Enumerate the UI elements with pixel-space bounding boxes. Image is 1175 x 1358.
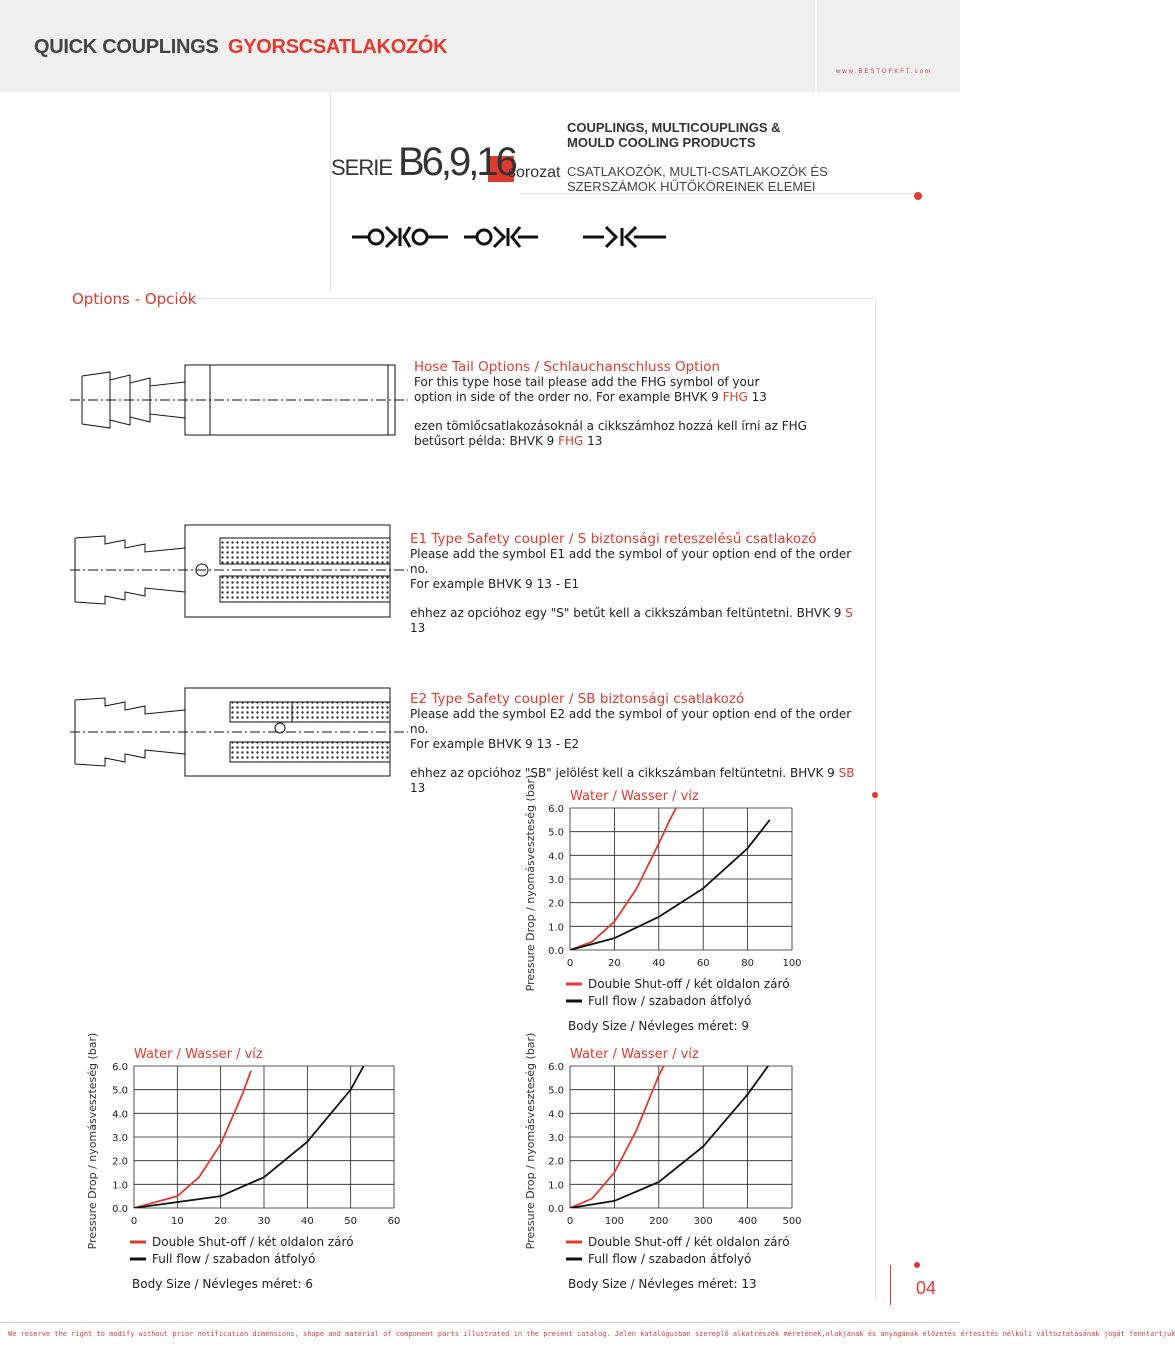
option-code: S: [845, 606, 853, 620]
section-title: E1 Type Safety coupler / S biztonsági reteszelésű csatlakozó: [410, 531, 817, 547]
y-tick-label: 0.0: [112, 1204, 128, 1215]
legend-label: Full flow / szabadon átfolyó: [588, 994, 752, 1008]
coupling-symbols-icon: [348, 222, 678, 252]
y-tick-label: 1.0: [548, 1180, 564, 1192]
section-title: Hose Tail Options / Schlauchanschluss Option: [414, 359, 721, 375]
category-hu: CSATLAKOZÓK, MULTI-CSATLAKOZÓK ÉS SZERSZÁMOK HŰTŐKÖREINEK ELEMEI: [567, 164, 828, 194]
text-span: option in side of the order no. For example BHVK 9: [414, 390, 723, 404]
category-en: COUPLINGS, MULTICOUPLINGS & MOULD COOLING PRODUCTS: [567, 120, 781, 150]
footer-divider: [0, 1322, 960, 1323]
text-line: For example BHVK 9 13 - E2: [410, 737, 580, 751]
y-tick-label: 3.0: [548, 1133, 564, 1144]
option-code: SB: [838, 766, 855, 780]
y-tick-label: 1.0: [112, 1180, 128, 1192]
serie-label: SERIE: [331, 155, 393, 180]
section-text: [414, 375, 854, 449]
pressure-drop-chart-size-6: [82, 1032, 412, 1291]
size-code: 13: [410, 621, 426, 635]
text-span: betűsort példa: BHVK 9: [414, 434, 559, 448]
y-tick-label: 6.0: [548, 804, 564, 815]
decor-dot: [914, 1262, 920, 1268]
serie-code: B6,9,16: [398, 140, 515, 184]
options-title: Options - Opciók: [72, 290, 197, 308]
x-tick-label: 40: [300, 1216, 314, 1227]
x-tick-label: 0: [566, 1216, 574, 1227]
x-tick-label: 60: [387, 1216, 401, 1227]
x-tick-label: 30: [257, 1216, 271, 1227]
y-tick-label: 0.0: [548, 1204, 564, 1215]
legend-label: Double Shut-off / két oldalon záró: [152, 1235, 354, 1249]
x-tick-label: 60: [696, 958, 710, 969]
x-tick-label: 20: [214, 1216, 228, 1227]
series-line-double-shutoff: [134, 1071, 251, 1208]
y-axis-label: Pressure Drop / nyomásveszteség (bar): [524, 774, 537, 992]
size-code: 13: [747, 390, 767, 404]
legend-label: Double Shut-off / két oldalon záró: [588, 1235, 790, 1249]
pressure-drop-chart-size-13: [520, 1032, 820, 1291]
y-tick-label: 4.0: [112, 1109, 128, 1121]
text-line: For example BHVK 9 13 - E1: [410, 577, 580, 591]
option-code: FHG: [558, 434, 584, 448]
text-line: For this type hose tail please add the FHG symbol of your: [414, 375, 760, 389]
decor-dot: [914, 192, 922, 200]
x-tick-label: 200: [649, 1216, 669, 1227]
x-tick-label: 0: [130, 1216, 138, 1227]
y-tick-label: 0.0: [548, 946, 564, 957]
legend-label: Double Shut-off / két oldalon záró: [588, 977, 790, 991]
text-line: [410, 606, 870, 636]
sorozat-label: sorozat: [508, 164, 561, 181]
text-line: [414, 390, 854, 405]
y-axis-label: Pressure Drop / nyomásveszteség (bar): [86, 1032, 99, 1250]
footer-disclaimer: We reserve the right to modify without prior notification dimensions, shape and material of component parts illustrated in the present catalog. Jelen katalógusban szereplő alkatrészek méretének,alakjának és anyagának előzetes értesítés nélküli változtatásának jogát fenntartjuk: [8, 1330, 1175, 1338]
y-tick-label: 2.0: [548, 1156, 564, 1168]
y-axis-label: Pressure Drop / nyomásveszteség (bar): [524, 1032, 537, 1250]
y-tick-label: 1.0: [548, 922, 564, 934]
header-divider: [815, 0, 817, 92]
section-title: E2 Type Safety coupler / SB biztonsági csatlakozó: [410, 691, 745, 707]
x-tick-label: 20: [608, 958, 621, 969]
x-tick-label: 0: [566, 958, 574, 969]
y-tick-label: 5.0: [548, 1085, 564, 1097]
x-tick-label: 300: [693, 1216, 713, 1227]
x-tick-label: 40: [652, 958, 666, 969]
text-line: ezen tömlőcsatlakozásoknál a cikkszámhoz hozzá kell írni az FHG: [414, 419, 807, 433]
series-line-double-shutoff: [570, 799, 681, 950]
y-tick-label: 2.0: [112, 1156, 128, 1168]
options-divider: [180, 298, 875, 299]
legend-label: Full flow / szabadon átfolyó: [152, 1252, 316, 1266]
e2-coupler-drawing: [70, 680, 410, 780]
decor-line: [875, 300, 876, 1300]
body-size-label: Body Size / Névleges méret: 9: [568, 1019, 749, 1033]
text-line: Please add the symbol E1 add the symbol of your option end of the order no.: [410, 547, 852, 576]
body-size-label: Body Size / Névleges méret: 6: [132, 1277, 313, 1291]
x-tick-label: 100: [604, 1216, 624, 1227]
hose-tail-drawing: [70, 350, 410, 450]
header-title-hu: GYORSCSATLAKOZÓK: [228, 36, 448, 58]
page-number: 04: [916, 1278, 937, 1298]
text-line: [414, 434, 854, 449]
pressure-drop-chart-size-9: [520, 774, 820, 1033]
size-code: 13: [583, 434, 603, 448]
x-tick-label: 100: [782, 958, 802, 969]
y-tick-label: 3.0: [112, 1133, 128, 1144]
series-line-full-flow: [570, 1064, 770, 1208]
text-span: ehhez az opcióhoz egy "S" betűt kell a cikkszámban feltüntetni. BHVK 9: [410, 606, 846, 620]
section-text: [410, 547, 870, 636]
y-tick-label: 4.0: [548, 1109, 564, 1121]
y-tick-label: 5.0: [548, 827, 564, 839]
option-code: FHG: [722, 390, 748, 404]
decor-dot: [872, 792, 878, 798]
x-tick-label: 400: [738, 1216, 758, 1227]
y-tick-label: 3.0: [548, 875, 564, 886]
text-span: ehhez az opcióhoz "SB" jelölést kell a cikkszámban feltüntetni. BHVK 9: [410, 766, 839, 780]
series-line-double-shutoff: [570, 1054, 670, 1208]
text-line: Please add the symbol E2 add the symbol of your option end of the order no.: [410, 707, 852, 736]
size-code: 13: [410, 781, 426, 795]
series-line-full-flow: [570, 820, 770, 950]
y-tick-label: 6.0: [548, 1062, 564, 1073]
chart-title: Water / Wasser / víz: [134, 1047, 263, 1062]
y-tick-label: 4.0: [548, 851, 564, 863]
chart-title: Water / Wasser / víz: [570, 1047, 699, 1062]
x-tick-label: 500: [782, 1216, 802, 1227]
y-tick-label: 5.0: [112, 1085, 128, 1097]
decor-line: [330, 92, 331, 292]
x-tick-label: 80: [741, 958, 754, 969]
website-url[interactable]: www.BESTOFKFT.com: [836, 69, 932, 75]
y-tick-label: 2.0: [548, 898, 564, 910]
legend-label: Full flow / szabadon átfolyó: [588, 1252, 752, 1266]
y-tick-label: 6.0: [112, 1062, 128, 1073]
header-title-en: QUICK COUPLINGS: [34, 36, 219, 58]
e1-coupler-drawing: [70, 520, 410, 620]
x-tick-label: 10: [170, 1216, 184, 1227]
body-size-label: Body Size / Névleges méret: 13: [568, 1277, 757, 1291]
chart-title: Water / Wasser / víz: [570, 789, 699, 804]
x-tick-label: 50: [344, 1216, 358, 1227]
decor-line: [890, 1265, 891, 1305]
